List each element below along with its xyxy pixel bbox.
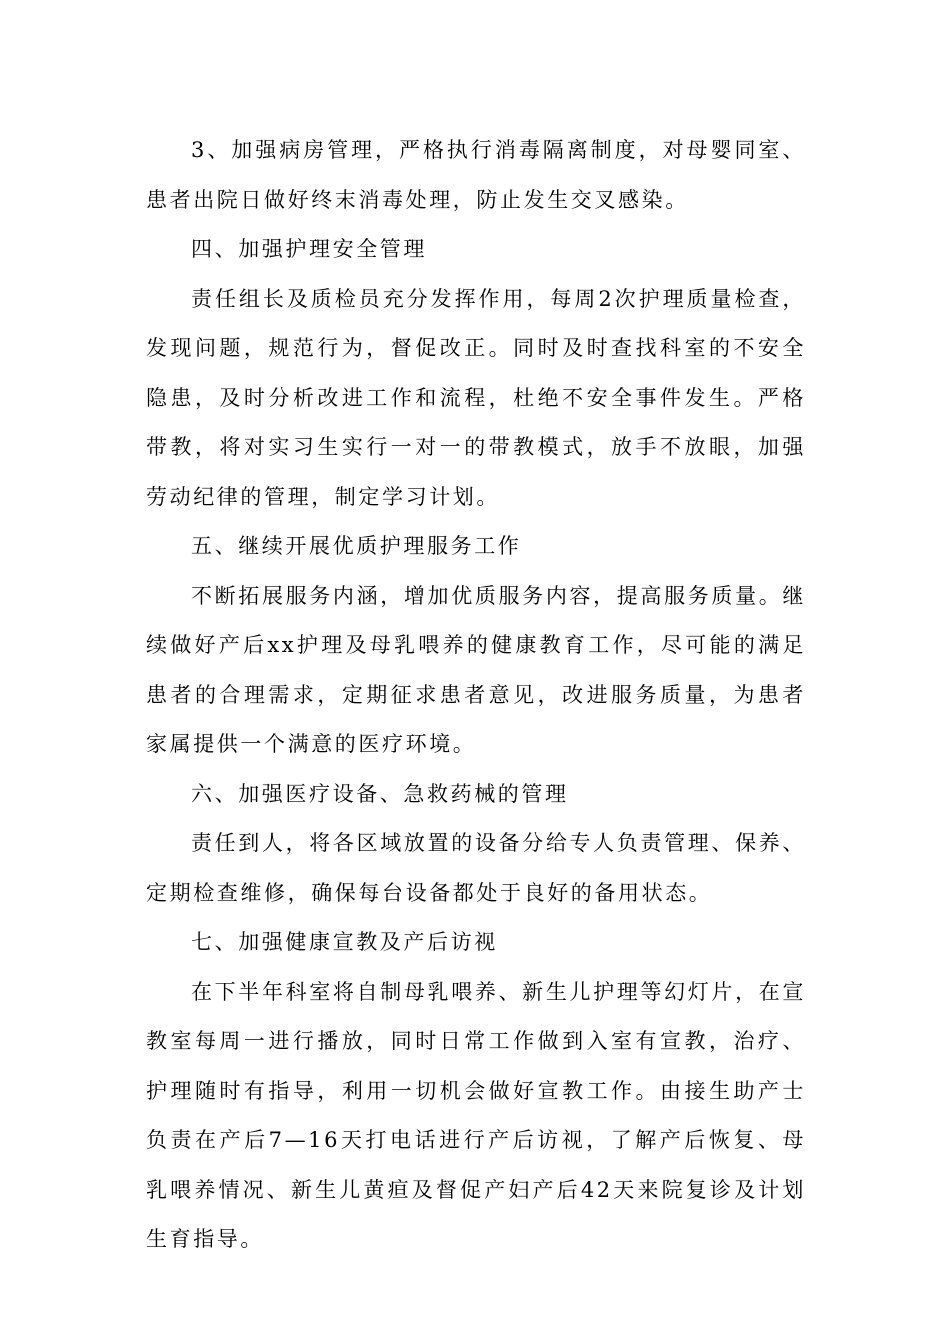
heading-equipment-management: 六、加强医疗设备、急救药械的管理 <box>191 781 569 806</box>
paragraph-quality-service: 不断拓展服务内涵，增加优质服务内容，提高服务质量。继续做好产后xx护理及母乳喂养的健康教育工作，尽可能的满足患者的合理需求，定期征求患者意见，改进服务质量，为患者家属提供一个满意的医疗环境。 <box>146 583 806 756</box>
paragraph-nursing-safety: 责任组长及质检员充分发挥作用，每周2次护理质量检查，发现问题，规范行为，督促改正。同时及时查找科室的不安全隐患，及时分析改进工作和流程，杜绝不安全事件发生。严格带教，将对实习生实行一对一的带教模式，放手不放眼，加强劳动纪律的管理，制定学习计划。 <box>146 286 806 509</box>
document-body <box>146 126 806 1265</box>
heading-nursing-safety: 四、加强护理安全管理 <box>191 237 427 261</box>
paragraph-health-education: 在下半年科室将自制母乳喂养、新生儿护理等幻灯片，在宣教室每周一进行播放，同时日常工作做到入室有宣教，治疗、护理随时有指导，利用一切机会做好宣教工作。由接生助产士负责在产后7—16天打电话进行产后访视，了解产后恢复、母乳喂养情况、新生儿黄疸及督促产妇产后42天来院复诊及计划生育指导。 <box>146 979 806 1251</box>
paragraph-ward-management: 3、加强病房管理，严格执行消毒隔离制度，对母婴同室、患者出院日做好终末消毒处理，防止发生交叉感染。 <box>146 138 806 212</box>
heading-health-education: 七、加强健康宣教及产后访视 <box>191 930 498 954</box>
paragraph-equipment-management: 责任到人，将各区域放置的设备分给专人负责管理、保养、定期检查维修，确保每台设备都处于良好的备用状态。 <box>146 831 806 905</box>
heading-quality-service: 五、继续开展优质护理服务工作 <box>191 534 522 558</box>
